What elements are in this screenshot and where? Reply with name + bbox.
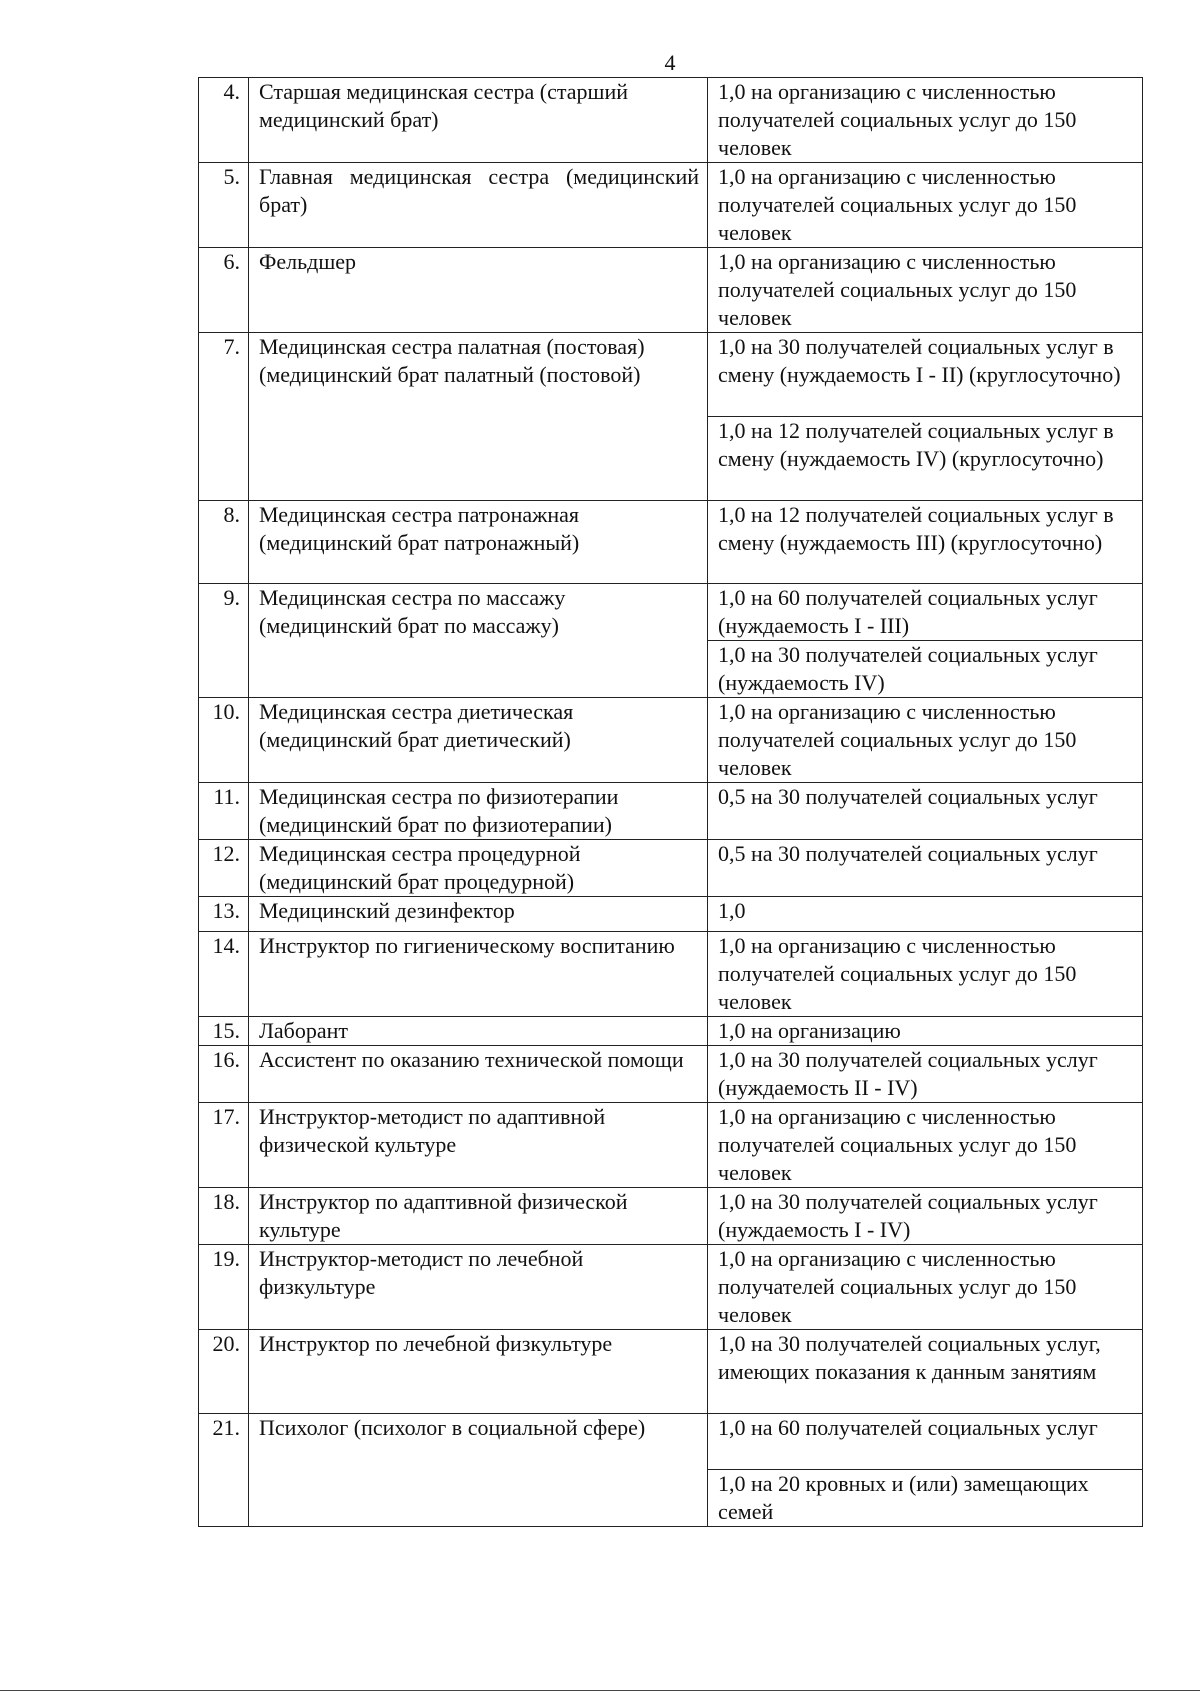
row-number: 17. xyxy=(199,1103,249,1188)
position-title: Медицинская сестра патронажная (медицинский брат патронажный) xyxy=(249,501,708,584)
table-row xyxy=(199,1245,1143,1330)
row-number: 20. xyxy=(199,1330,249,1414)
staffing-norm: 1,0 на организацию с численностью получателей социальных услуг до 150 человек xyxy=(708,698,1143,783)
position-title: Фельдшер xyxy=(249,248,708,333)
table-row xyxy=(199,1017,1143,1046)
position-title: Медицинская сестра по массажу (медицинский брат по массажу) xyxy=(249,584,708,698)
staffing-norm: 1,0 на 30 получателей социальных услуг (нуждаемость IV) xyxy=(708,641,1143,698)
staffing-norms-table xyxy=(198,77,1143,1527)
staffing-norm: 0,5 на 30 получателей социальных услуг xyxy=(708,840,1143,897)
table-row xyxy=(199,840,1143,897)
position-title: Инструктор по адаптивной физической культуре xyxy=(249,1188,708,1245)
row-number: 12. xyxy=(199,840,249,897)
position-title: Медицинская сестра по физиотерапии (медицинский брат по физиотерапии) xyxy=(249,783,708,840)
position-title: Ассистент по оказанию технической помощи xyxy=(249,1046,708,1103)
row-number: 14. xyxy=(199,932,249,1017)
staffing-norm: 1,0 на 30 получателей социальных услуг, имеющих показания к данным занятиям xyxy=(708,1330,1143,1414)
position-title: Инструктор по лечебной физкультуре xyxy=(249,1330,708,1414)
row-number: 9. xyxy=(199,584,249,698)
position-title: Психолог (психолог в социальной сфере) xyxy=(249,1414,708,1527)
row-number: 10. xyxy=(199,698,249,783)
page-number: 4 xyxy=(664,50,676,75)
staffing-norm: 1,0 на 30 получателей социальных услуг (нуждаемость II - IV) xyxy=(708,1046,1143,1103)
table-row xyxy=(199,78,1143,163)
table-row xyxy=(199,932,1143,1017)
row-number: 15. xyxy=(199,1017,249,1046)
staffing-norm: 1,0 на 30 получателей социальных услуг в смену (нуждаемость I - II) (круглосуточно) xyxy=(708,333,1143,417)
position-title: Главная медицинская сестра (медицинский брат) xyxy=(249,163,708,248)
staffing-norm: 0,5 на 30 получателей социальных услуг xyxy=(708,783,1143,840)
position-title: Медицинская сестра диетическая (медицинский брат диетический) xyxy=(249,698,708,783)
table-row xyxy=(199,1103,1143,1188)
table-row xyxy=(199,163,1143,248)
position-title: Медицинский дезинфектор xyxy=(249,897,708,932)
row-number: 11. xyxy=(199,783,249,840)
position-title: Медицинская сестра процедурной (медицинский брат процедурной) xyxy=(249,840,708,897)
staffing-norm: 1,0 на организацию с численностью получателей социальных услуг до 150 человек xyxy=(708,248,1143,333)
row-number: 4. xyxy=(199,78,249,163)
position-title: Инструктор-методист по адаптивной физической культуре xyxy=(249,1103,708,1188)
staffing-norm: 1,0 на 60 получателей социальных услуг (нуждаемость I - III) xyxy=(708,584,1143,641)
bottom-rule xyxy=(0,1690,1200,1691)
staffing-norm: 1,0 на 30 получателей социальных услуг (нуждаемость I - IV) xyxy=(708,1188,1143,1245)
staffing-norm: 1,0 xyxy=(708,897,1143,932)
staffing-norm: 1,0 на организацию с численностью получателей социальных услуг до 150 человек xyxy=(708,78,1143,163)
table-row xyxy=(199,897,1143,932)
table-row xyxy=(199,1188,1143,1245)
table-row xyxy=(199,584,1143,641)
staffing-norm: 1,0 на организацию с численностью получателей социальных услуг до 150 человек xyxy=(708,1103,1143,1188)
staffing-norm: 1,0 на организацию с численностью получателей социальных услуг до 150 человек xyxy=(708,1245,1143,1330)
staffing-norm: 1,0 на 60 получателей социальных услуг xyxy=(708,1414,1143,1470)
position-title: Старшая медицинская сестра (старший медицинский брат) xyxy=(249,78,708,163)
staffing-norm: 1,0 на 20 кровных и (или) замещающих семей xyxy=(708,1470,1143,1527)
table-row xyxy=(199,1414,1143,1470)
table-row xyxy=(199,501,1143,584)
row-number: 5. xyxy=(199,163,249,248)
table-row xyxy=(199,1046,1143,1103)
row-number: 18. xyxy=(199,1188,249,1245)
position-title: Инструктор по гигиеническому воспитанию xyxy=(249,932,708,1017)
table-row xyxy=(199,248,1143,333)
row-number: 6. xyxy=(199,248,249,333)
position-title: Инструктор-методист по лечебной физкультуре xyxy=(249,1245,708,1330)
staffing-norm: 1,0 на организацию с численностью получателей социальных услуг до 150 человек xyxy=(708,163,1143,248)
position-title: Медицинская сестра палатная (постовая) (медицинский брат палатный (постовой) xyxy=(249,333,708,501)
row-number: 21. xyxy=(199,1414,249,1527)
position-title: Лаборант xyxy=(249,1017,708,1046)
row-number: 7. xyxy=(199,333,249,501)
row-number: 16. xyxy=(199,1046,249,1103)
table-row xyxy=(199,1330,1143,1414)
row-number: 8. xyxy=(199,501,249,584)
staffing-norm: 1,0 на организацию с численностью получателей социальных услуг до 150 человек xyxy=(708,932,1143,1017)
staffing-norm: 1,0 на 12 получателей социальных услуг в смену (нуждаемость IV) (круглосуточно) xyxy=(708,417,1143,501)
staffing-norm: 1,0 на 12 получателей социальных услуг в смену (нуждаемость III) (круглосуточно) xyxy=(708,501,1143,584)
staffing-norm: 1,0 на организацию xyxy=(708,1017,1143,1046)
row-number: 19. xyxy=(199,1245,249,1330)
table-row xyxy=(199,783,1143,840)
table-row xyxy=(199,698,1143,783)
row-number: 13. xyxy=(199,897,249,932)
table-row xyxy=(199,333,1143,417)
